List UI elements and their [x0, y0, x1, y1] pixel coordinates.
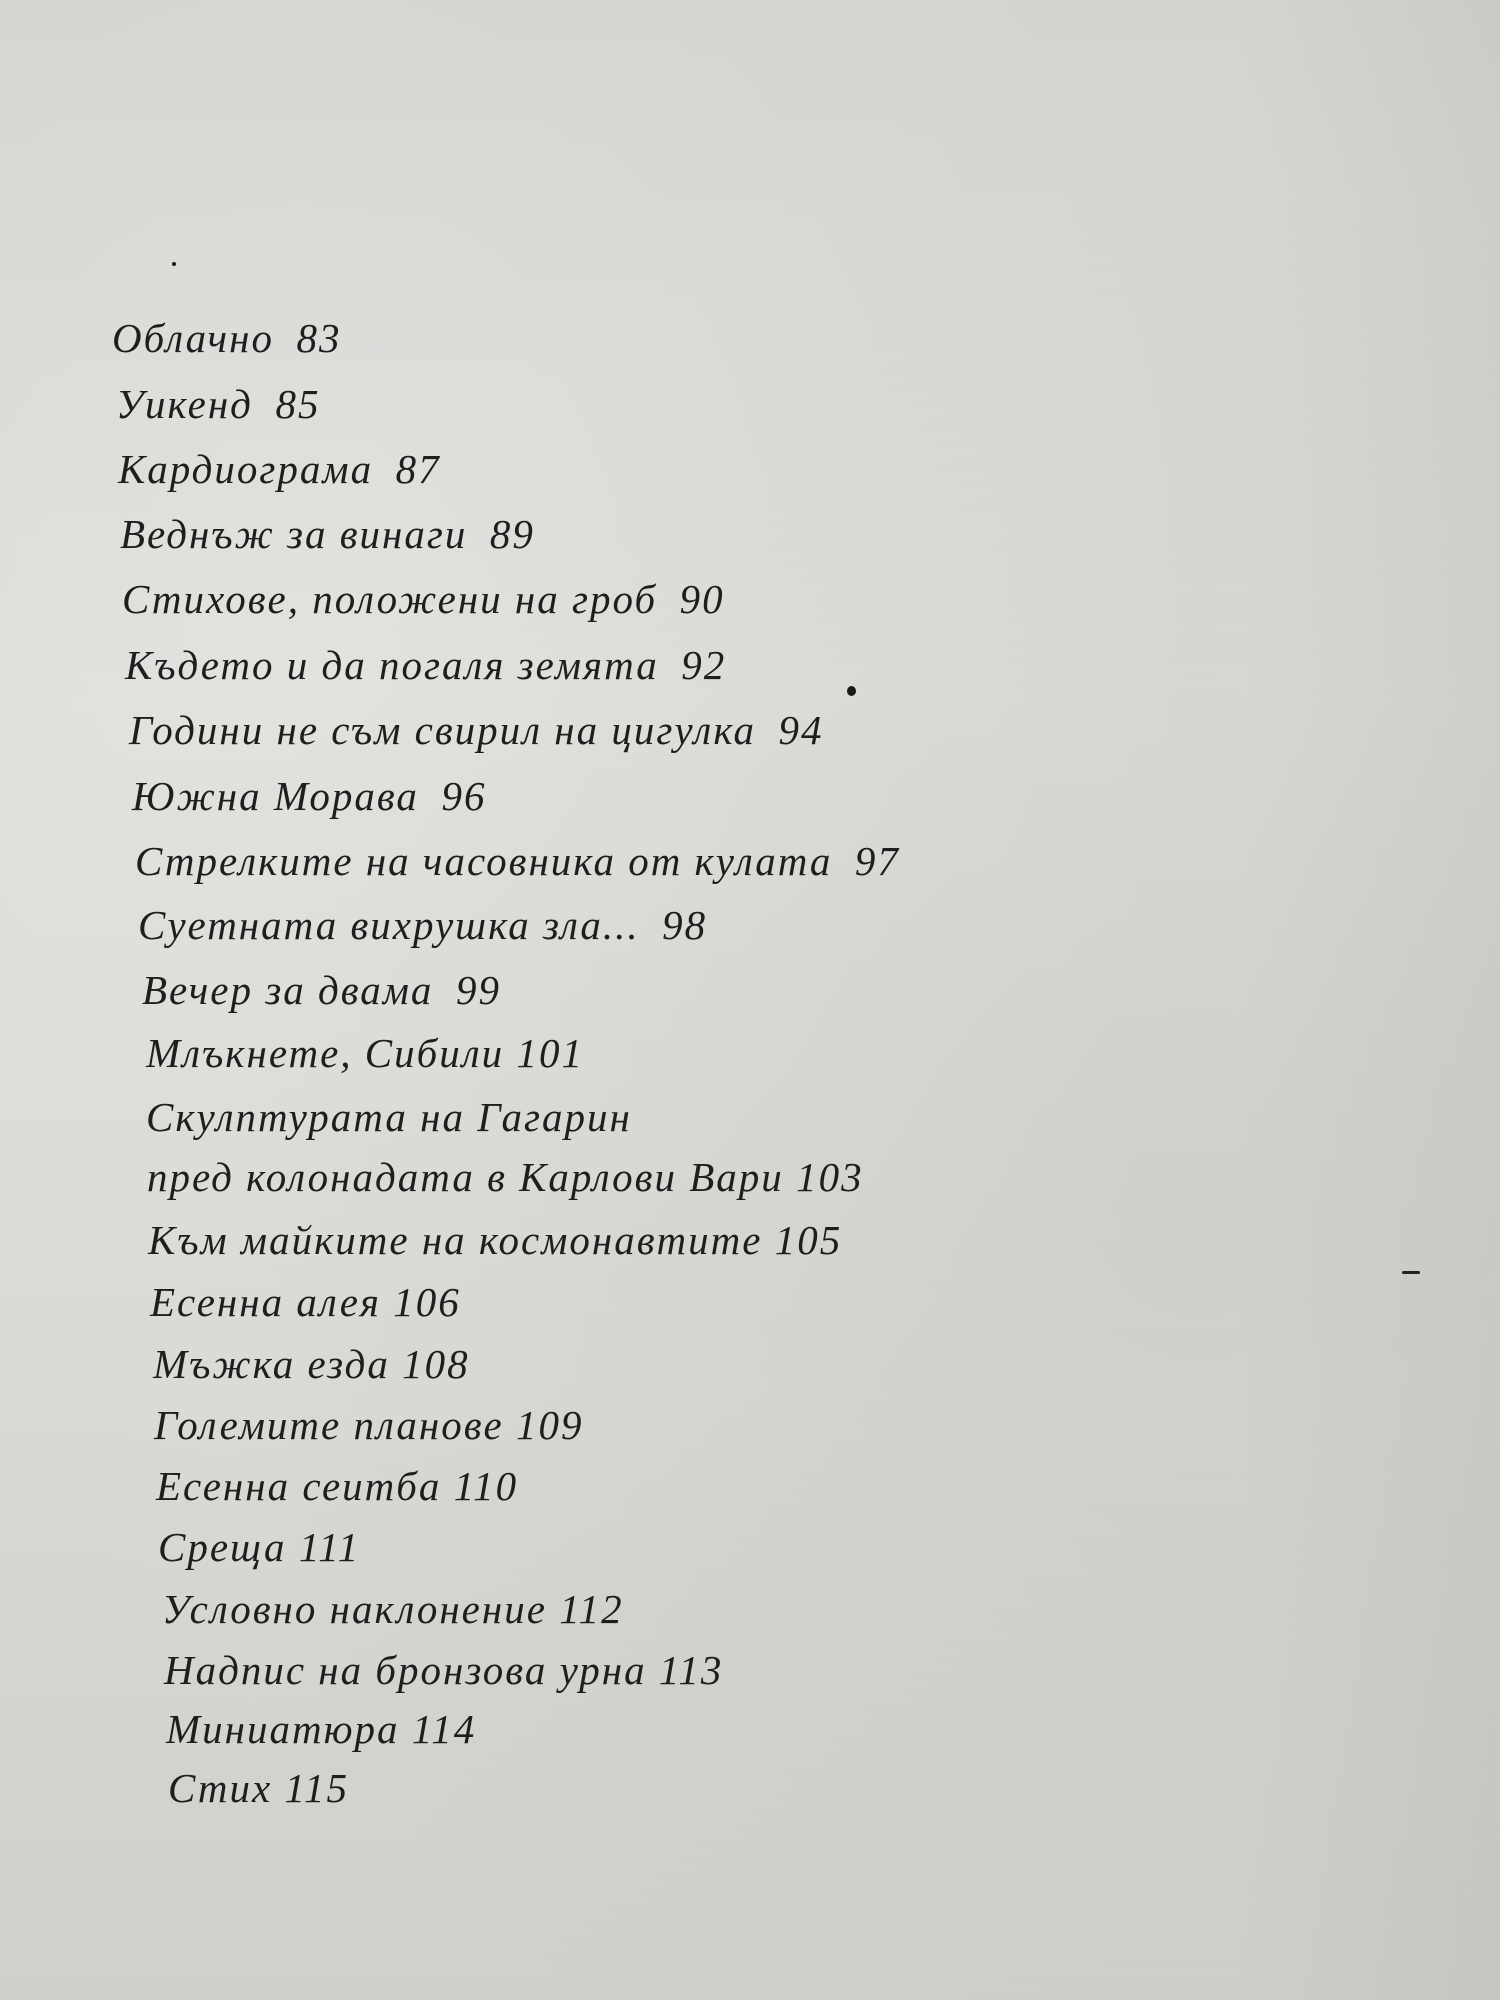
toc-entry-title: Уикенд: [116, 381, 253, 427]
toc-entry-title: Южна Морава: [132, 773, 419, 819]
toc-entry[interactable]: [166, 1706, 477, 1752]
toc-entry[interactable]: [142, 967, 501, 1013]
toc-entry-title: Където и да погаля земята: [125, 642, 659, 688]
toc-entry-title: Условно наклонение: [162, 1586, 547, 1632]
toc-entry-title: Млъкнете, Сибили: [146, 1030, 505, 1076]
toc-entry-title: Среща: [158, 1524, 287, 1570]
toc-entry[interactable]: [164, 1647, 724, 1693]
toc-entry-page: 113: [658, 1647, 724, 1693]
toc-entry-title: Години не съм свирил на цигулка: [129, 707, 756, 753]
toc-entry-page: 112: [559, 1586, 624, 1632]
toc-entry[interactable]: [153, 1341, 470, 1387]
toc-entry-title: Веднъж за винаги: [120, 511, 468, 557]
toc-entry-title: Скулптурата на Гагарин: [146, 1094, 632, 1140]
toc-entry-page: 98: [662, 902, 708, 948]
toc-entry[interactable]: [168, 1765, 349, 1811]
toc-entry-title: Облачно: [112, 315, 274, 361]
toc-entry[interactable]: [148, 1217, 843, 1263]
toc-entry-page: 106: [393, 1279, 461, 1325]
toc-entry-title: Суетната вихрушка зла...: [138, 902, 640, 948]
toc-entry-title: Миниатюра: [166, 1706, 400, 1752]
toc-entry[interactable]: [116, 381, 321, 427]
toc-entry[interactable]: [146, 1030, 584, 1076]
toc-entry-title: Вечер за двама: [142, 967, 434, 1013]
toc-entry[interactable]: [122, 576, 725, 622]
toc-entry-title: Есенна алея: [150, 1279, 381, 1325]
toc-entry-title: Надпис на бронзова урна: [164, 1647, 647, 1693]
toc-entry-page: 85: [275, 381, 321, 427]
toc-entry-title: Кардиограма: [118, 446, 374, 492]
toc-entry-page: 99: [455, 967, 501, 1013]
toc-entry-title: пред колонадата в Карлови Вари: [147, 1154, 784, 1200]
toc-entry-page: 90: [679, 576, 725, 622]
toc-entry-title: Стих: [168, 1765, 273, 1811]
toc-entry[interactable]: [154, 1402, 584, 1448]
toc-entry-page: 103: [796, 1154, 864, 1200]
toc-entry[interactable]: [135, 838, 900, 884]
toc-entry-title: Към майките на космонавтите: [148, 1217, 763, 1263]
toc-entry[interactable]: [158, 1524, 361, 1570]
toc-entry-page: 105: [774, 1217, 843, 1263]
toc-entry[interactable]: [147, 1154, 864, 1200]
toc-entry[interactable]: [129, 707, 824, 753]
toc-entry-page: 83: [296, 315, 342, 361]
toc-entry-page: 108: [402, 1341, 470, 1387]
toc-entry-page: 111: [298, 1524, 361, 1570]
toc-entry[interactable]: [125, 642, 727, 688]
toc-entry[interactable]: [112, 315, 342, 361]
toc-entry-page: 101: [516, 1030, 584, 1076]
toc-entry-page: 87: [395, 446, 441, 492]
toc-entry-page: 115: [284, 1765, 349, 1811]
toc-entry[interactable]: [120, 511, 535, 557]
toc-entry[interactable]: [162, 1586, 624, 1632]
toc-entry-title: Големите планове: [154, 1402, 504, 1448]
toc-entry-page: 94: [778, 707, 824, 753]
toc-entry-title: Стихове, положени на гроб: [122, 576, 658, 622]
toc-entry[interactable]: [138, 902, 708, 948]
toc-entry-title: Стрелките на часовника от кулата: [135, 838, 833, 884]
toc-entry-page: 114: [411, 1706, 477, 1752]
toc-entry[interactable]: [150, 1279, 461, 1325]
toc-entry-page: 109: [516, 1402, 584, 1448]
toc-entry-page: 89: [489, 511, 535, 557]
toc-entry-page: 110: [453, 1463, 519, 1509]
toc-entry[interactable]: [118, 446, 441, 492]
toc-entry-page: 92: [681, 642, 727, 688]
toc-entry-title: Есенна сеитба: [156, 1463, 442, 1509]
toc-entry[interactable]: [132, 773, 487, 819]
toc-entry-page: 96: [441, 773, 487, 819]
toc-entry-heading[interactable]: [146, 1094, 632, 1140]
toc-entry-title: Мъжка езда: [153, 1341, 390, 1387]
toc-entry[interactable]: [156, 1463, 519, 1509]
toc-entry-page: 97: [854, 838, 900, 884]
